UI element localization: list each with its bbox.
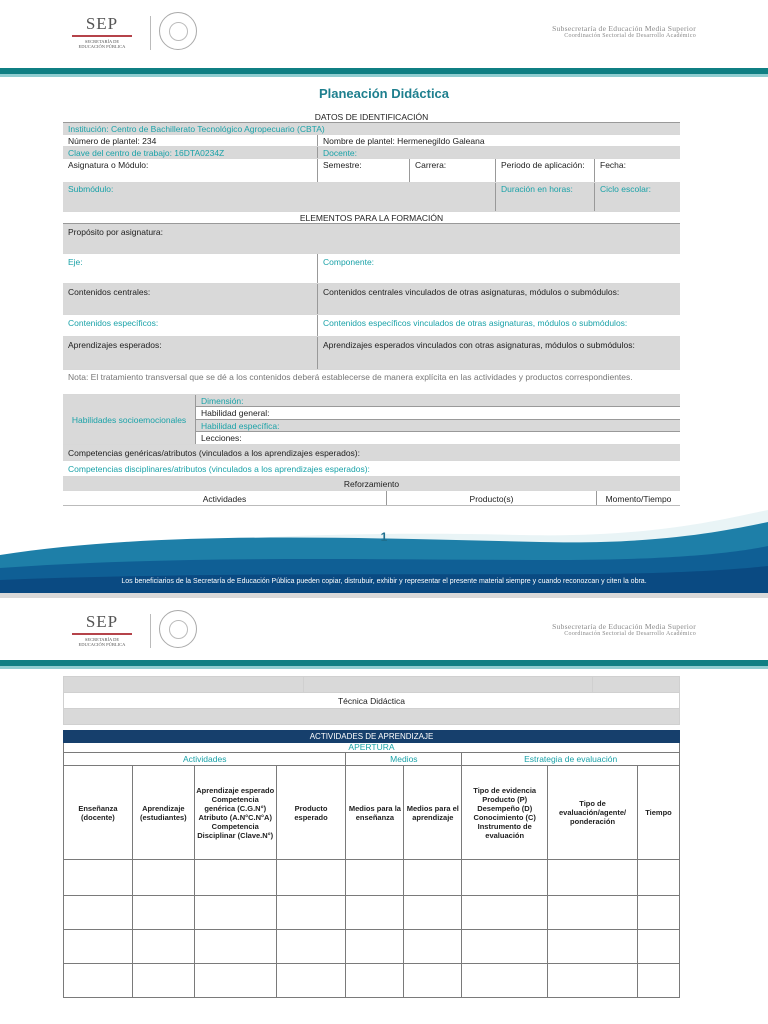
table-row [64, 896, 680, 930]
subsecretaria-line2: Coordinación Sectorial de Desarrollo Académico [564, 33, 696, 39]
tecnica-table [63, 676, 680, 725]
datos-heading: DATOS DE IDENTIFICACIÓN [314, 112, 429, 122]
contenidos-especificos-field[interactable]: Contenidos específicos: [63, 315, 318, 336]
subsecretaria-line2-2: Coordinación Sectorial de Desarrollo Académico [564, 631, 696, 637]
table-cell[interactable] [64, 930, 133, 964]
table-cell[interactable] [132, 860, 194, 896]
header-stripe-light-2 [0, 666, 768, 669]
fecha-field[interactable]: Fecha: [600, 160, 626, 170]
periodo-field[interactable]: Periodo de aplicación: [496, 159, 595, 182]
col-tipo-evaluacion: Tipo de evaluación/agente/ ponderación [548, 766, 638, 860]
contenidos-centrales-vinc-field[interactable]: Contenidos centrales vinculados de otras asignaturas, módulos o submódulos: [323, 287, 620, 297]
tecnica-blank-cell-2[interactable] [303, 677, 593, 693]
semestre-field[interactable]: Semestre: [318, 159, 410, 182]
elementos-heading: ELEMENTOS PARA LA FORMACIÓN [299, 213, 444, 223]
col-medios-aprendizaje: Medios para el aprendizaje [404, 766, 462, 860]
clave-centro-field[interactable]: Clave del centro de trabajo: 16DTA0234Z [63, 147, 318, 158]
table-cell[interactable] [346, 930, 404, 964]
ciclo-field[interactable]: Ciclo escolar: [600, 184, 652, 194]
sep-logo [72, 14, 144, 50]
estrategia-group-header: Estrategia de evaluación [462, 753, 680, 766]
page-number: 1 [380, 530, 388, 544]
habilidades-label: Habilidades socioemocionales [63, 395, 196, 444]
table-row [64, 860, 680, 896]
table-cell[interactable] [276, 896, 346, 930]
table-cell[interactable] [462, 860, 548, 896]
table-cell[interactable] [346, 964, 404, 998]
subsecretaria-line1-2: Subsecretaría de Educación Media Superior [552, 622, 696, 631]
header-stripe-light [0, 74, 768, 77]
eje-field[interactable]: Eje: [63, 254, 318, 283]
contenidos-centrales-field[interactable]: Contenidos centrales: [63, 284, 318, 314]
table-cell[interactable] [548, 860, 638, 896]
table-cell[interactable] [64, 896, 133, 930]
table-row [64, 930, 680, 964]
col-tiempo: Tiempo [638, 766, 680, 860]
asignatura-field[interactable]: Asignatura o Módulo: [63, 159, 318, 182]
table-cell[interactable] [638, 964, 680, 998]
subsecretaria-title [552, 24, 696, 39]
national-seal-icon-2 [159, 610, 197, 648]
col-tipo-evidencia: Tipo de evidencia Producto (P) Desempeño (D) Conocimiento (C) Instrumento de evaluación [462, 766, 548, 860]
sep-logo-sub2-2: EDUCACIÓN PÚBLICA [78, 642, 126, 647]
table-cell[interactable] [132, 964, 194, 998]
col-producto: Producto esperado [276, 766, 346, 860]
table-cell[interactable] [132, 930, 194, 964]
table-cell[interactable] [462, 896, 548, 930]
table-cell[interactable] [194, 964, 276, 998]
actividades-group-header: Actividades [64, 753, 346, 766]
reforzamiento-heading: Reforzamiento [343, 479, 400, 489]
table-cell[interactable] [404, 896, 462, 930]
col-aprendizaje: Aprendizaje (estudiantes) [132, 766, 194, 860]
sep-logo-bar [72, 35, 132, 37]
table-cell[interactable] [194, 860, 276, 896]
sep-logo-bar-2 [72, 633, 132, 635]
componente-field[interactable]: Componente: [323, 257, 375, 267]
table-cell[interactable] [638, 930, 680, 964]
subsecretaria-line1: Subsecretaría de Educación Media Superior [552, 24, 696, 33]
competencias-disciplinares-field[interactable]: Competencias disciplinares/atributos (vinculados a los aprendizajes esperados): [68, 464, 370, 474]
actividades-col-header: Actividades [63, 491, 387, 505]
productos-col-header: Producto(s) [387, 491, 597, 505]
habilidad-especifica-field[interactable]: Habilidad específica: [196, 420, 680, 432]
table-cell[interactable] [548, 964, 638, 998]
col-competencias: Aprendizaje esperado Competencia genérica (C.G.N°) Atributo (A.N°C.N°A) Competencia Disciplinar (Clave.N°) [194, 766, 276, 860]
tecnica-value-field[interactable] [64, 709, 680, 725]
national-seal-icon [159, 12, 197, 50]
table-cell[interactable] [276, 964, 346, 998]
page-header-2 [0, 598, 768, 664]
submodulo-field[interactable]: Submódulo: [63, 183, 496, 211]
nota-text: Nota: El tratamiento transversal que se dé a los contenidos deberá establecerse de manera explícita en las actividades y productos correspondientes. [68, 372, 633, 382]
aprendizajes-vinc-field[interactable]: Aprendizajes esperados vinculados con otras asignaturas, módulos o submódulos: [323, 340, 635, 350]
header-divider-2 [150, 614, 151, 648]
table-cell[interactable] [346, 896, 404, 930]
table-cell[interactable] [462, 930, 548, 964]
momento-col-header: Momento/Tiempo [605, 494, 672, 504]
medios-group-header: Medios [346, 753, 462, 766]
activities-table [63, 730, 680, 998]
sep-logo-2 [72, 612, 144, 648]
subsecretaria-title-2 [552, 622, 696, 637]
contenidos-especificos-vinc-field[interactable]: Contenidos específicos vinculados de otras asignaturas, módulos o submódulos: [323, 318, 628, 328]
table-cell[interactable] [194, 896, 276, 930]
table-cell[interactable] [638, 860, 680, 896]
table-cell[interactable] [276, 930, 346, 964]
actividades-band: ACTIVIDADES DE APRENDIZAJE [64, 731, 680, 743]
competencias-genericas-field[interactable]: Competencias genéricas/atributos (vinculados a los aprendizajes esperados): [68, 448, 360, 458]
sep-logo-word-2: SEP [85, 612, 119, 631]
table-cell[interactable] [346, 860, 404, 896]
dimension-field[interactable]: Dimensión: [196, 395, 680, 407]
page-header [0, 0, 768, 66]
proposito-field[interactable]: Propósito por asignatura: [68, 227, 163, 237]
apertura-heading: APERTURA [64, 743, 680, 753]
table-cell[interactable] [462, 964, 548, 998]
duracion-field[interactable]: Duración en horas: [496, 183, 595, 211]
table-cell[interactable] [64, 964, 133, 998]
col-medios-ensenanza: Medios para la enseñanza [346, 766, 404, 860]
table-cell[interactable] [548, 930, 638, 964]
tecnica-label: Técnica Didáctica [64, 693, 680, 709]
col-ensenanza: Enseñanza (docente) [64, 766, 133, 860]
docente-field[interactable]: Docente: [323, 148, 358, 158]
lecciones-field[interactable]: Lecciones: [201, 433, 242, 443]
aprendizajes-field[interactable]: Aprendizajes esperados: [63, 337, 318, 369]
table-cell[interactable] [638, 896, 680, 930]
nombre-plantel-field[interactable]: Nombre de plantel: Hermenegildo Galeana [323, 136, 485, 146]
document-title: Planeación Didáctica [318, 86, 450, 101]
identification-form [63, 110, 680, 506]
header-divider [150, 16, 151, 50]
sep-logo-sub2: EDUCACIÓN PÚBLICA [78, 44, 126, 49]
table-cell[interactable] [404, 930, 462, 964]
carrera-field[interactable]: Carrera: [410, 159, 496, 182]
table-cell[interactable] [64, 860, 133, 896]
numero-plantel-field[interactable]: Número de plantel: 234 [63, 135, 318, 146]
table-cell[interactable] [404, 860, 462, 896]
table-cell[interactable] [548, 896, 638, 930]
tecnica-blank-cell-3[interactable] [593, 677, 680, 693]
sep-logo-sub1: SECRETARÍA DE [84, 39, 120, 44]
habilidad-general-field[interactable]: Habilidad general: [196, 407, 680, 420]
footer-license-text: Los beneficiarios de la Secretaría de Educación Pública pueden copiar, distrubuir, exhibir y representar el presente material siempre y cuando reconozcan y citen la obra. [121, 578, 647, 585]
table-cell[interactable] [194, 930, 276, 964]
sep-logo-word: SEP [85, 14, 119, 33]
tecnica-blank-cell-1[interactable] [64, 677, 304, 693]
table-cell[interactable] [276, 860, 346, 896]
table-row [64, 964, 680, 998]
institucion-field[interactable]: Institución: Centro de Bachillerato Tecnológico Agropecuario (CBTA) [68, 124, 325, 134]
table-cell[interactable] [404, 964, 462, 998]
table-cell[interactable] [132, 896, 194, 930]
sep-logo-sub1-2: SECRETARÍA DE [84, 637, 120, 642]
